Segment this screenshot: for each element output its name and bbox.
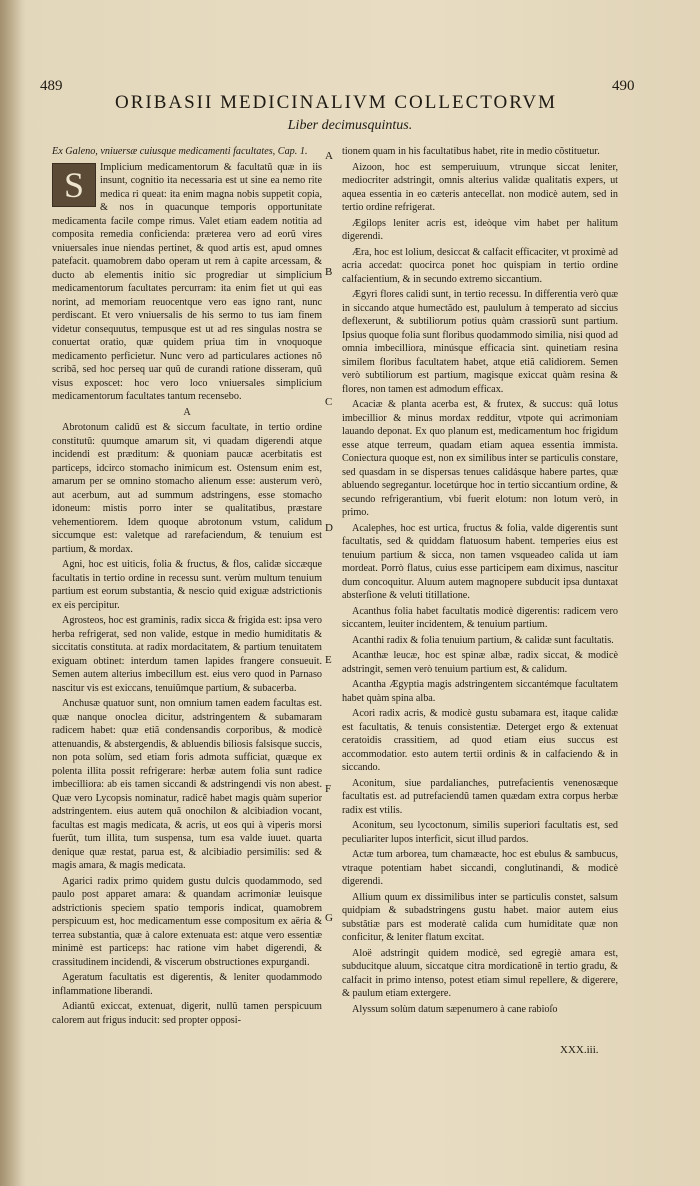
paragraph: Agarici radix primo quidem gustu dulcis quodammodo, sed paulo post apparet amara: & quandam acrimoniæ leuisque adstrictionis speciem spatio temporis indicat, quamobrem perspicuum est, hoc medicamentum esse compositum ex aëria & terrea substantia, quæ à calore extenuata est: atque vero essentiæ minimè est particeps: hac ratione vim habet digerendi, & crassitudinem incidendi, & viscerum obstructiones expurgandi. — [52, 875, 322, 968]
signature-mark: XXX.iii. — [560, 1044, 599, 1056]
margin-letter-g: G — [325, 912, 333, 924]
margin-letter-b: B — [325, 266, 333, 278]
paragraph: Acori radix acris, & modicè gustu subamara est, itaque calidæ est facultatis, & tenuis consistentiæ. Deterget ergo & extenuat ceratoidis crassitiem, ad quod etiam eius succus est accommodatior. esto autem tertii ordinis & in calfaciendo & in siccando. — [342, 708, 618, 773]
paragraph: Agni, hoc est uiticis, folia & fructus, & flos, calidæ siccæque facultatis in tertio ordine in recessu sunt. verùm multum tenuium partium est eorum substantia, & nescio quid exiguæ adstrictionis ex eis percipitur. — [52, 559, 322, 611]
intro-text: Implicium medicamentorum & facultatũ quæ in iis insunt, cognitio ita necessaria est ut sine ea nemo rite medica ri queat: ita enim magna nobis suppetit copia, & nos in quacunque temporis opportunitate medicamenta facile compe rimus. Valet etiam eadem notitia ad composita remedia conficienda: præterea vero ad eorũ vires vniuersales inue niendas pertinet, & quod artis est, apud omnes patefacit. quamobrem dabo operam ut rem à capite arcessam, & ducto ab elementis initio sic progrediar ut simplicium medicamentorum facultates percurram: ita enim fiet ut qui eas norint, ad memoriam reuocentque vero eas igno rant, nunc perdiscant. Et vero vniuersalis de his sermo to tus iam finem videtur consequutus, tempusque est ut ad res singulas nostra se conuertat oratio, quæ quidem priua tim in vnoquoque medicamento perficietur. Nunc vero ad particulares actiones nõ scribã, sed hoc perseq uar quũ de curandi ratione disseram, quũ visus exposcet: hoc vero loco vniuersales simplicium medicamentorum facultates tantum recensebo. — [52, 161, 322, 402]
paragraph: Ægyri flores calidi sunt, in tertio recessu. In differentia verò quæ in siccando atque humectãdo est, paululum à temperato ad siccius deflexerunt, & subtiliorum potius quàm crassiorũ sunt partium. Ipsius quoque folia sunt floribus quodammodo similia, nisi quod ad omnia imbecilliora, minúsque efficacia sint. quinetiam resina similem floribus facultatem habet, atque etiã calidiorem. Semen verò subtiliorum est partium, magisque exiccat quàm resina & flores, non tamen est admodum efficax. — [342, 289, 618, 395]
paragraph: Acaciæ & planta acerba est, & frutex, & succus: quã lotus imbecillior & minus mordax redditur, vtpote qui acrimoniam lauando deponat. Ex quo planum est, medicamentum hoc frigidum esse atque terreum, quadam etiam aquea essentia immista. Coniectura quoque est, non ex similibus inter se particulis constare, sed quasdam in se dispersas tenues calidásque habere partes, quæ abluendo segregantur. locetúrque hoc in tertio siccantium ordine, & secundo refrigerantium, vbi fuerit elotum: non lotum verò, in primo. — [342, 399, 618, 518]
paragraph: Aconitum, seu lycoctonum, similis superiori facultatis est, sed peculiariter lupos interficit, sicut illud pardos. — [342, 820, 618, 845]
paragraph: Æra, hoc est lolium, desiccat & calfacit efficaciter, vt proximè ad acria accedat: quocirca ponet hoc quispiam in tertio ordine calfacientium, & in secundo extremo siccantium. — [342, 246, 618, 285]
left-column — [52, 145, 322, 1029]
paragraph: Ægilops leniter acris est, ideòque vim habet per halitum digerendi. — [342, 217, 618, 242]
paragraph: Acalephes, hoc est urtica, fructus & folia, valde digerentis sunt facultatis, sed & quiddam flatuosum habent. temperies eius est tenuium partium & sicca, non tamen vsqueadeo calida ut iam mordeat. Porrò flatus, cuius esse participem eam diximus, nascitur dum concoquitur. Aluum autem magnopere subducit ipsa duntaxat absterſione & veluti titillatione. — [342, 522, 618, 601]
margin-letter-f: F — [325, 783, 332, 795]
paragraph: Aizoon, hoc est semperuiuum, vtrunque siccat leniter, mediocriter adstringit, omnis alterius validæ qualitatis expers, ut aquea essentia in eo cæteris antecellat. non modicè autem, sed in tertio ordine refrigerat. — [342, 161, 618, 213]
paragraph: Adiantũ exiccat, extenuat, digerit, nullũ tamen perspicuum calorem aut frigus inducit: sed propter opposi- — [52, 1001, 322, 1026]
gutter-shadow — [0, 0, 26, 1186]
right-column — [342, 145, 618, 1018]
page-number-left: 489 — [40, 78, 63, 94]
paragraph: Agrosteos, hoc est graminis, radix sicca & frigida est: ipsa vero herba refrigerat, sed non valide, estque in medio humiditatis & siccitatis constituta. at radix mordacitatem, & partium tenuitatem exiguam obtinet: interdum tamen lapides frangere consueuit. Semen autem alterius imbecillum est. eius vero quod in Parnaso nascitur vis est exiccans, tenuiũmque partium, & subacerba. — [52, 615, 322, 694]
paragraph: Aloë adstringit quidem modicè, sed egregiè amara est, subducitque aluum, siccatque citra mordicationẽ in tertio gradu, & calfacit in primo intenso, potest etiam simul repellere, & digerere, & paulum etiam extergere. — [342, 947, 618, 999]
paragraph: Acanthæ leucæ, hoc est spinæ albæ, radix siccat, & modicè adstringit, semen verò tenuium partium est, & calidum. — [342, 650, 618, 675]
book-title: Liber decimusquintus. — [287, 118, 413, 133]
paragraph: Alyssum solùm datum sæpenumero à cane rabioſo — [352, 1003, 558, 1015]
paragraph: Allium quum ex dissimilibus inter se particulis constet, salsum quidpiam & subadstringens gustu habet. maior autem eius substãtiæ pars est moderatè calida cum humiditate quæ non conficitur, & leniter flatum excitat. — [342, 891, 618, 943]
margin-letter-a: A — [325, 150, 333, 162]
paragraph: Acanthus folia habet facultatis modicè digerentis: radicem vero siccantem, leuiter incidentem, & tenuium partium. — [342, 605, 618, 630]
running-title: ORIBASII MEDICINALIVM COLLECTORVM — [114, 92, 557, 113]
dropcap-initial: S — [52, 163, 96, 207]
paragraph: Ageratum facultatis est digerentis, & leniter quodammodo inflammatione liberandi. — [52, 972, 322, 997]
intro-paragraph — [52, 161, 322, 404]
section-letter: A — [183, 406, 191, 418]
chapter-heading: Ex Galeno, vniuersæ cuiusque medicamenti facultates, Cap. 1. — [52, 146, 308, 157]
margin-letter-d: D — [325, 522, 333, 534]
page-number-right: 490 — [612, 78, 635, 94]
paragraph: Acantha Ægyptia magis adstringentem siccantémque facultatem habet quàm spina alba. — [342, 679, 618, 704]
margin-letter-e: E — [325, 654, 332, 666]
paragraph: Acanthi radix & folia tenuium partium, & calidæ sunt facultatis. — [352, 634, 614, 646]
paragraph: Actæ tum arborea, tum chamæacte, hoc est ebulus & sambucus, vtraque potentiam habet siccandi, conglutinandi, & modicè digerendi. — [342, 849, 618, 887]
paragraph: Abrotonum calidũ est & siccum facultate, in tertio ordine constitutũ: quumque amarum sit, vi quadam digerendi atque incidendi est præditum: & quoniam paucæ acerbitatis est particeps, idcirco stomacho inimicum est. Ostensum enim est, amarum per se omnino stomacho alienum esse: austerum verò, aut acerbum, aut ad summum adstringens, esse stomacho idoneum: mistis porro inter se qualitatibus, præstare vehementiorem. Idem quoque abrotonum vstum, calidum siccumque est: valetque ad rarefaciendum, & tenuium est partium, & mordax. — [52, 422, 322, 555]
paragraph: tionem quam in his facultatibus habet, rite in medio cõstituetur. — [342, 146, 600, 157]
paragraph: Anchusæ quatuor sunt, non omnium tamen eadem facultas est. quæ nanque onoclea dicitur, adstringentem & subamaram radicem habet: quæ etiã condensandis corporibus, & modicè attenuandis, & abstergendis, & abluendis biliosis falsisque succis, non pota solùm, sed etiam foris admota sufficiat, quæque ex polenta illita possit refrigerare: herbæ autem folia sunt radice imbecilliora: ab eis tamen siccandi & adstringendi vis non abest. Quæ vero Lycopsis nominatur, radicẽ habet magis quàm superior adstringentem. eius autem quã onochilon & alcibiadion vocant, facultas est magis medicata, & acris, ut eos qui à viperis morsi fuerũt, tum illita, tum suspensa, tum esa valde iuuet. quarta denique quæ restat, parua est, & alcibiadio persimilis: sed & magis amara, & magis medicata. — [52, 698, 322, 871]
paragraph: Aconitum, siue pardalianches, putrefacientis venenosæque facultatis est. ad putrefaciendũ tamen quædam extra corpus herbæ radix est vtilis. — [342, 777, 618, 816]
margin-letter-c: C — [325, 396, 333, 408]
